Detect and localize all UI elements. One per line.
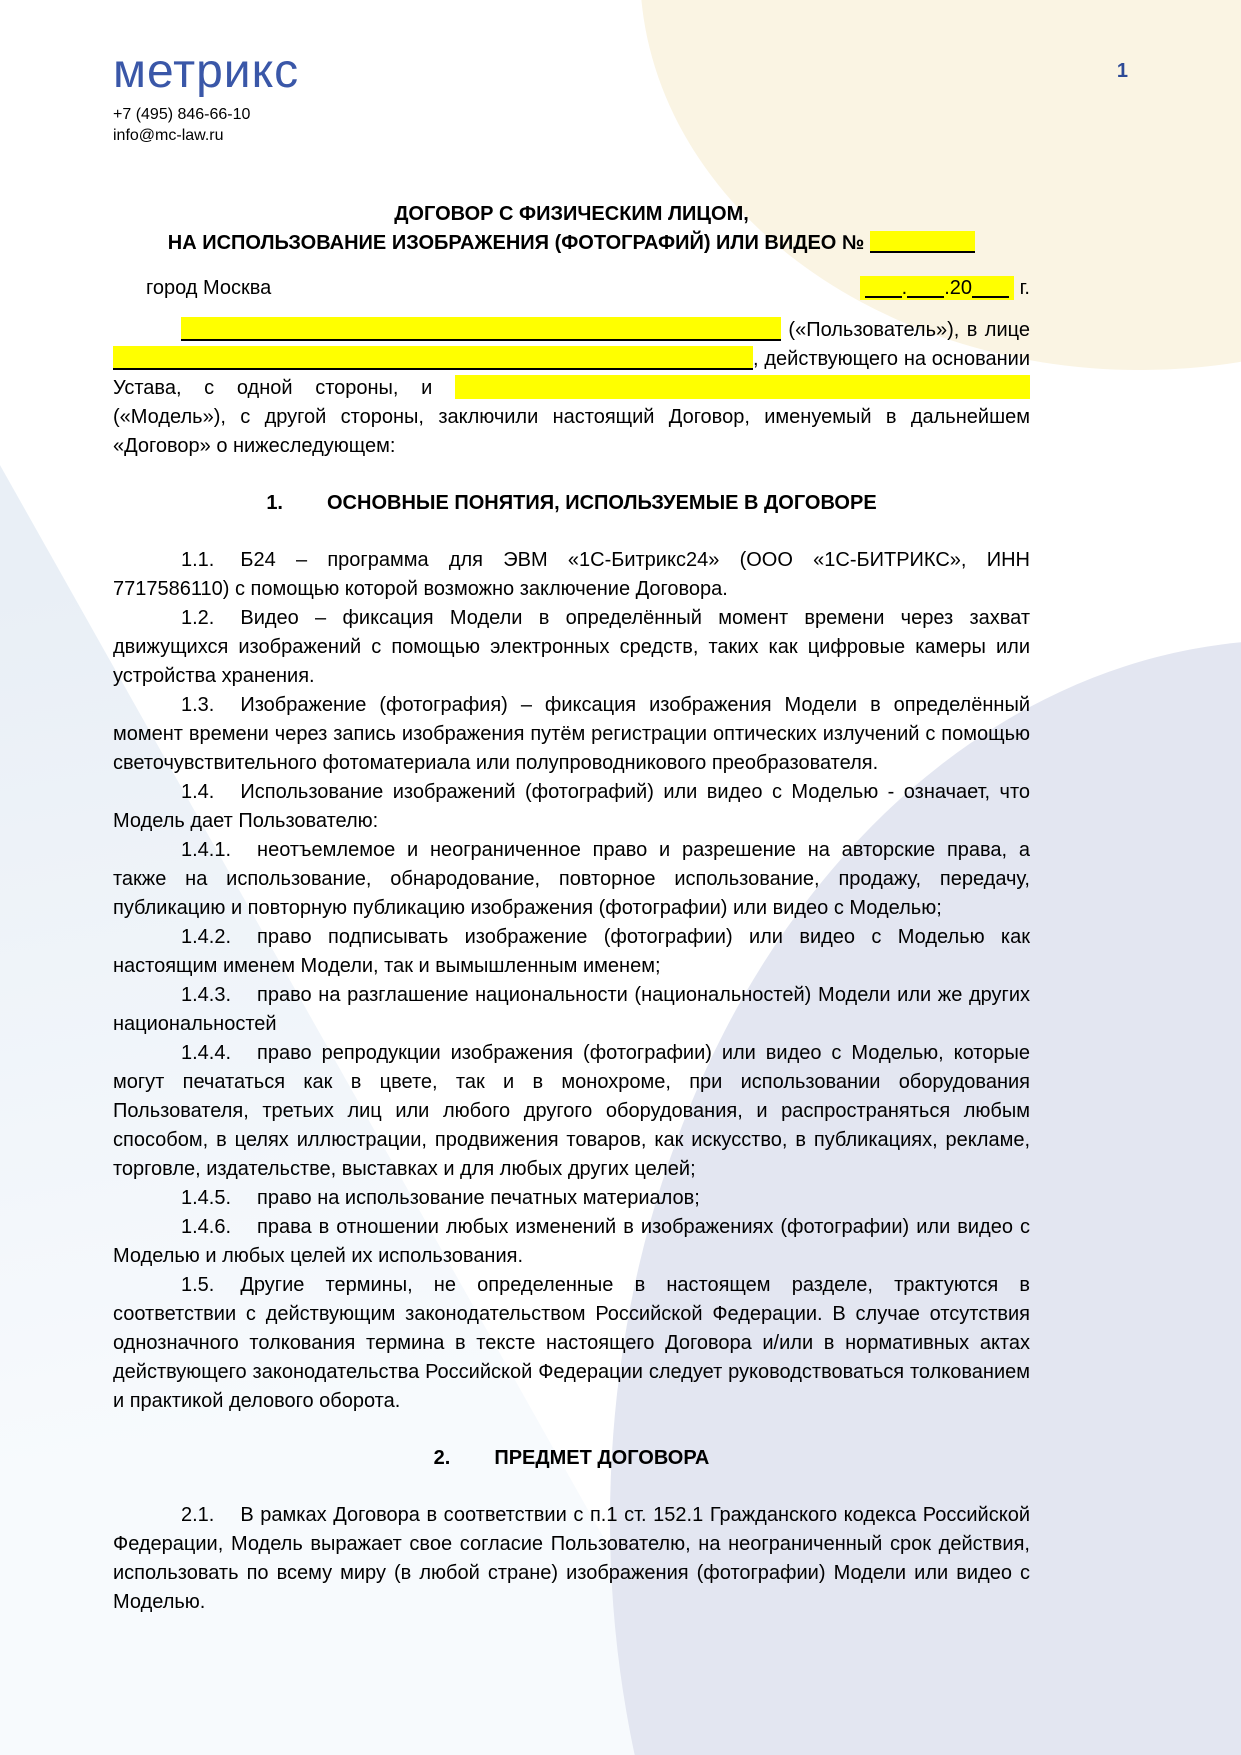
email-address: info@mc-law.ru — [113, 127, 224, 144]
clause-number: 1.4.1. — [181, 839, 232, 861]
city-date-row — [113, 274, 1030, 303]
clause-text: Видео – фиксация Модели в определённый момент времени через захват движущихся изображений с помощью электронных средств, таких как цифровые камеры или устройства хранения. — [113, 607, 1030, 687]
date-day-blank-field[interactable] — [865, 276, 902, 298]
preamble-user-text: («Пользователь»), в лице — [788, 319, 1030, 341]
clause-1-4-5 — [113, 1184, 1030, 1213]
clause-text: Другие термины, не определенные в настоящем разделе, трактуются в соответствии с действующим законодательством Российской Федерации. В случае отсутствия однозначного толкования термина в тексте настоящего Договора и/или в нормативных актах действующего законодательства Российской Федерации следует руководствоваться толкованием и практикой делового оборота. — [113, 1274, 1030, 1412]
clause-text: Использование изображений (фотографий) или видео с Моделью - означает, что Модель дает Пользователю: — [113, 781, 1030, 832]
date-highlight — [860, 276, 1014, 300]
clause-number: 1.4.6. — [181, 1216, 232, 1238]
clause-text: право на разглашение национальности (национальностей) Модели или же других национальностей — [113, 984, 1030, 1035]
contract-number-blank-field[interactable] — [870, 231, 975, 253]
clause-text: неотъемлемое и неограниченное право и разрешение на авторские права, а также на использование, обнародование, повторное использование, продажу, передачу, публикацию и повторную публикацию изображения (фотографии) или видео с Моделью; — [113, 839, 1030, 919]
clause-number: 1.4.3. — [181, 984, 232, 1006]
clause-1-2 — [113, 604, 1030, 691]
section-1-number: 1. — [266, 492, 283, 514]
contact-block — [113, 104, 1128, 146]
clause-text: право репродукции изображения (фотографии) или видео с Моделью, которые могут печататься как в цвете, так и в монохроме, при использовании оборудования Пользователя, третьих лиц или любого другого оборудования, и распространяться любым способом, в целях иллюстрации, продвижения товаров, как искусство, в публикациях, рекламе, торговле, издательстве, выставках и для любых других целей; — [113, 1042, 1030, 1180]
clause-1-4-1 — [113, 836, 1030, 923]
clause-text: Б24 – программа для ЭВМ «1С-Битрикс24» (ООО «1С-БИТРИКС», ИНН 7717586110) с помощью которой возможно заключение Договора. — [113, 549, 1030, 600]
document-title-line1: ДОГОВОР С ФИЗИЧЕСКИМ ЛИЦОМ, — [394, 203, 749, 225]
city-label: город Москва — [146, 277, 272, 299]
letterhead — [113, 45, 1128, 146]
clause-number: 1.2. — [181, 607, 215, 629]
clause-number: 1.3. — [181, 694, 215, 716]
document-title — [113, 200, 1030, 258]
clause-1-4-4 — [113, 1039, 1030, 1184]
phone-number: +7 (495) 846-66-10 — [113, 106, 251, 123]
representative-name-blank-field[interactable] — [113, 346, 753, 370]
clause-number: 1.4.2. — [181, 926, 232, 948]
clause-number: 1.4. — [181, 781, 215, 803]
date-century: .20 — [944, 277, 973, 299]
clause-number: 1.1. — [181, 549, 215, 571]
user-name-blank-field[interactable] — [181, 317, 781, 341]
clause-1-4-2 — [113, 923, 1030, 981]
clause-number: 1.4.4. — [181, 1042, 232, 1064]
preamble-model-text: («Модель»), с другой стороны, заключили настоящий Договор, именуемый в дальнейшем «Договор» о нижеследующем: — [113, 406, 1030, 457]
document-title-line2-text: НА ИСПОЛЬЗОВАНИЕ ИЗОБРАЖЕНИЯ (ФОТОГРАФИЙ) ИЛИ ВИДЕО № — [167, 232, 865, 254]
clause-text: Изображение (фотография) – фиксация изображения Модели в определённый момент времени через запись изображения путём регистрации оптических излучений с помощью светочувствительного фотоматериала или полупроводникового преобразователя. — [113, 694, 1030, 774]
clause-text: право подписывать изображение (фотографии) или видео с Моделью как настоящим именем Модели, так и вымышленным именем; — [113, 926, 1030, 977]
clause-1-4 — [113, 778, 1030, 836]
date-line — [860, 274, 1030, 303]
clause-number: 1.4.5. — [181, 1187, 232, 1209]
section-1-heading — [113, 489, 1030, 518]
company-logo: метрикс — [113, 45, 300, 98]
section-1-title: ОСНОВНЫЕ ПОНЯТИЯ, ИСПОЛЬЗУЕМЫЕ В ДОГОВОРЕ — [327, 492, 877, 514]
date-year-blank-field[interactable] — [972, 276, 1009, 298]
contract-body — [113, 200, 1030, 1617]
clause-text: право на использование печатных материалов; — [257, 1187, 700, 1209]
clause-1-3 — [113, 691, 1030, 778]
clause-text: права в отношении любых изменений в изображениях (фотографии) или видео с Моделью и любых целей их использования. — [113, 1216, 1030, 1267]
document-title-line2 — [113, 229, 1030, 258]
date-month-blank-field[interactable] — [907, 276, 944, 298]
clause-1-4-6 — [113, 1213, 1030, 1271]
section-2-number: 2. — [433, 1447, 451, 1469]
clause-1-5 — [113, 1271, 1030, 1416]
clause-number: 2.1. — [181, 1504, 215, 1526]
clause-number: 1.5. — [181, 1274, 215, 1296]
date-separator1: . — [901, 277, 908, 299]
section-2-heading — [113, 1444, 1030, 1473]
model-name-blank-field[interactable] — [455, 375, 1030, 399]
clause-2-1 — [113, 1501, 1030, 1617]
page-number: 1 — [1116, 60, 1128, 82]
section-2-title: ПРЕДМЕТ ДОГОВОРА — [494, 1447, 710, 1469]
clause-1-1 — [113, 546, 1030, 604]
clause-1-4-3 — [113, 981, 1030, 1039]
preamble-paragraph — [113, 316, 1030, 461]
preamble-basis-text: , действующего на основании Устава, с одной стороны, и — [113, 348, 1030, 399]
date-suffix: г. — [1019, 277, 1030, 299]
clause-text: В рамках Договора в соответствии с п.1 ст. 152.1 Гражданского кодекса Российской Федерации, Модель выражает свое согласие Пользователю, на неограниченный срок действия, использовать по всему миру (в любой стране) изображения (фотографии) Модели или видео с Моделью. — [113, 1504, 1030, 1613]
